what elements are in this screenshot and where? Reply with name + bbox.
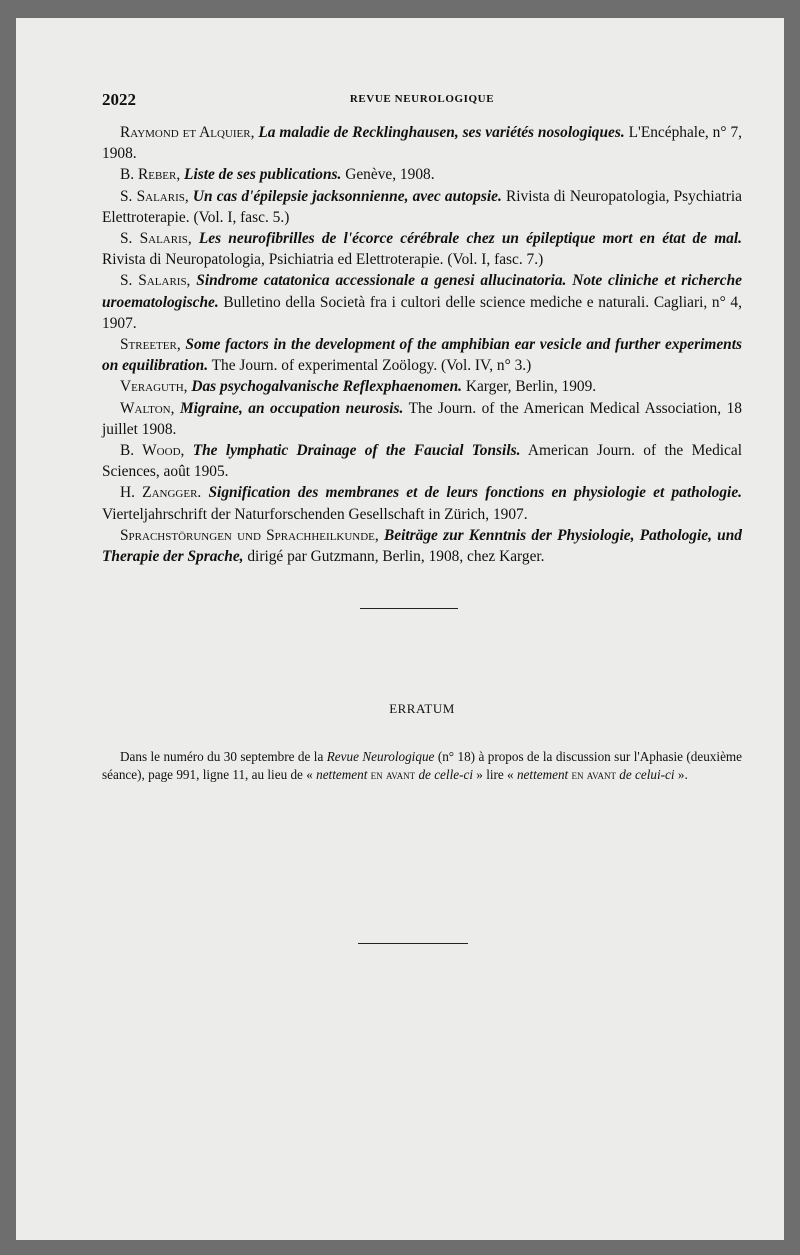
entry-author: B. Wood, (120, 442, 185, 460)
page-header (102, 90, 742, 114)
entry-title: The lymphatic Drainage of the Faucial Tonsils. (192, 442, 521, 460)
bibliography-entry (102, 376, 742, 397)
entry-title: Das psychogalvanische Reflexphaenomen. (191, 378, 462, 396)
erratum-wrong-phrase: nettement (316, 767, 368, 783)
bibliography-entry (102, 398, 742, 440)
erratum-text-part: » lire « (476, 767, 514, 783)
erratum-wrong-phrase: de celle-ci (418, 767, 473, 783)
entry-author: S. Salaris, (120, 230, 192, 248)
entry-author: H. Zangger. (120, 484, 202, 502)
entry-source: dirigé par Gutzmann, Berlin, 1908, chez Karger. (247, 548, 545, 566)
erratum-text-part: ». (677, 767, 688, 783)
entry-source: The Journ. of the American Medical Association, 18 juillet 1908. (102, 399, 742, 438)
entry-source: Bulletino della Società fra i cultori delle science mediche e naturali. Cagliari, n° 4, 1907. (102, 293, 742, 332)
erratum-text-part: Dans le numéro du 30 septembre de la (120, 749, 324, 765)
erratum-correct-phrase: en avant (571, 767, 616, 783)
bibliography-entry (102, 525, 742, 567)
entry-title: Sindrome catatonica accessionale a genesi allucinatoria. Note cliniche et richerche uroematologische. (102, 272, 743, 311)
entry-title: Les neurofibrilles de l'écorce cérébrale chez un épileptique mort en état de mal. (198, 230, 742, 248)
erratum-correct-phrase: nettement (516, 767, 569, 783)
journal-name: Revue Neurologique (326, 749, 435, 765)
entry-author: Raymond et Alquier, (120, 124, 255, 141)
entry-source: American Journ. of the Medical Sciences, août 1905. (102, 442, 742, 481)
bibliography-entry (102, 334, 742, 376)
entry-source: Genève, 1908. (345, 166, 435, 184)
entry-title: Some factors in the development of the amphibian ear vesicle and further experiments on equilibration. (102, 336, 742, 375)
section-divider (360, 608, 458, 609)
entry-author: Walton, (120, 399, 175, 417)
entry-source: Rivista di Neuropatologia, Psichiatria ed Elettroterapie. (Vol. I, fasc. 7.) (102, 251, 544, 269)
entry-author: Streeter, (120, 336, 181, 354)
erratum-correct-phrase: de celui-ci (619, 767, 675, 783)
entry-source: The Journ. of experimental Zoölogy. (Vol. IV, n° 3.) (211, 357, 532, 375)
entry-source: Rivista di Neuropatologia, Psychiatria Elettroterapie. (Vol. I, fasc. 5.) (102, 187, 742, 226)
running-title: REVUE NEUROLOGIQUE (349, 93, 495, 105)
entry-author: Sprachstörungen und Sprachheilkunde, (120, 526, 379, 544)
closing-divider (358, 943, 468, 944)
erratum-text (102, 748, 742, 784)
entry-author: S. Salaris, (120, 187, 189, 205)
bibliography-entry (102, 122, 742, 164)
entry-title: Migraine, an occupation neurosis. (179, 399, 404, 417)
entry-source: Vierteljahrschrift der Naturforschenden Gesellschaft in Zürich, 1907. (102, 505, 528, 523)
bibliography-entry (102, 228, 742, 270)
bibliography-entry (102, 440, 742, 482)
bibliography-list (102, 122, 742, 567)
bibliography-entry (102, 482, 742, 524)
entry-source: Karger, Berlin, 1909. (465, 378, 597, 396)
erratum-wrong-phrase: en avant (370, 767, 416, 783)
bibliography-entry (102, 164, 742, 185)
entry-author: S. Salaris, (120, 272, 191, 290)
page-number: 2022 (102, 90, 136, 109)
entry-author: Veraguth, (120, 378, 188, 396)
bibliography-entry (102, 186, 742, 228)
entry-title: Liste de ses publications. (184, 166, 342, 184)
entry-author: B. Reber, (120, 166, 181, 184)
scanned-page (16, 18, 784, 1240)
bibliography-entry (102, 270, 742, 334)
erratum-text-part: (n° 18) à propos de la discussion sur l'Aphasie (deuxième séance), page 991, ligne 11, au lieu de « (102, 749, 743, 783)
entry-title: La maladie de Recklinghausen, ses variétés nosologiques. (258, 124, 625, 141)
entry-title: Beiträge zur Kenntnis der Physiologie, Pathologie, und Therapie der Sprache, (102, 526, 742, 566)
erratum-heading: ERRATUM (389, 701, 455, 716)
entry-source: L'Encéphale, n° 7, 1908. (102, 124, 742, 163)
entry-title: Signification des membranes et de leurs fonctions en physiologie et pathologie. (208, 484, 742, 502)
entry-title: Un cas d'épilepsie jacksonnienne, avec autopsie. (192, 187, 502, 205)
